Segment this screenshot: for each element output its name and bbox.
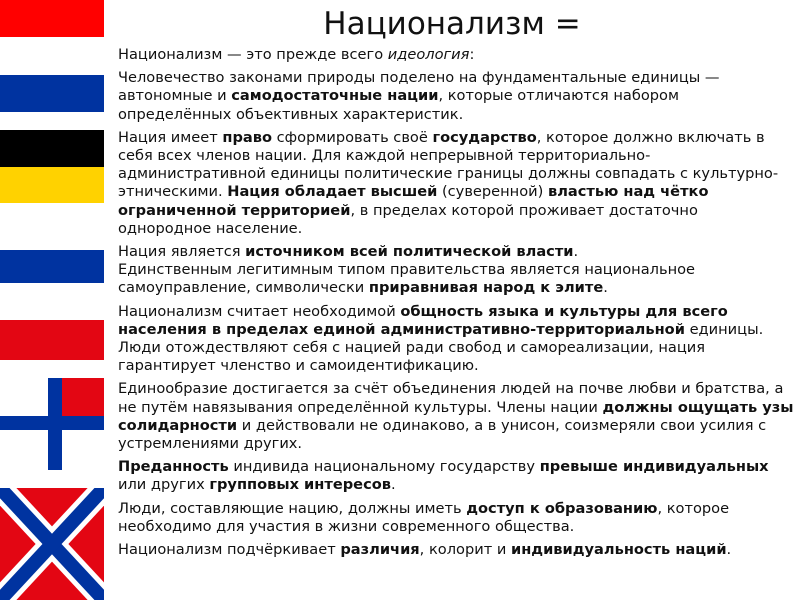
paragraph-uniformity: [118, 380, 794, 453]
bold-text: Нация обладает высшей: [227, 183, 438, 201]
paragraph-education: [118, 500, 794, 536]
slide-title: Национализм =: [323, 6, 581, 42]
tricolor-flag-icon: [0, 0, 104, 112]
bold-text: групповых интересов: [209, 476, 391, 494]
bold-text: источником всей политической власти: [245, 243, 574, 261]
paragraph-state: [118, 129, 794, 238]
bold-text: доступ к образованию: [466, 499, 658, 517]
text: Человечество законами природы поделено на фундаментальные единицы — автономные и: [118, 69, 720, 105]
bold-text: государство: [432, 128, 537, 146]
text: , колорит и: [419, 541, 511, 559]
bold-text: властью над чётко ограниченной территорией: [118, 183, 709, 219]
jack-flag-icon: [0, 360, 104, 470]
text: , которое должно включать в себя всех членов нации. Для каждой непрерывной территориально-административной единицы политические границы должны совпадать с культурно-этническими.: [118, 128, 779, 201]
text: .: [573, 243, 579, 261]
bold-text: Преданность: [118, 458, 229, 476]
text: или других: [118, 476, 210, 494]
text: Национализм считает необходимой: [118, 302, 401, 320]
paragraph-loyalty: [118, 458, 794, 494]
slide-content: [118, 46, 794, 564]
paragraph-ideology: [118, 46, 794, 64]
bold-text: самодостаточные нации: [231, 87, 439, 105]
bold-text: общность языка и культуры для всего населения в пределах единой административно-территориальной: [118, 302, 728, 338]
text: Люди, составляющие нацию, должны иметь: [118, 499, 467, 517]
flags-column: [0, 0, 104, 600]
text: .: [390, 476, 396, 494]
text: индивида национальному государству: [228, 458, 540, 476]
bold-text: приравнивая народ к элите: [368, 279, 604, 297]
text: , в пределах которой проживает достаточно однородное население.: [118, 201, 698, 237]
paragraph-language-culture: [118, 303, 794, 376]
text: и действовали не одинаково, а в унисон, соизмеряли свои усилия с устремлениями других.: [118, 416, 767, 453]
paragraph-nations: [118, 69, 794, 124]
text: , которое необходимо для участия в жизни современного общества.: [118, 499, 730, 535]
text: .: [726, 541, 732, 559]
paragraph-power-source: [118, 243, 794, 261]
saint-andrew-flag-icon: [0, 488, 104, 600]
bold-text: различия: [340, 541, 420, 559]
italic-text: идеология: [387, 46, 470, 63]
text: Национализм — это прежде всего: [118, 46, 388, 63]
text: (суверенной): [437, 183, 548, 201]
text: Единообразие достигается за счёт объединения людей на почве любви и братства, а не путём навязывания определённой культуры. Члены нации: [118, 380, 784, 416]
text: , которые отличаются набором определённых объективных характеристик.: [118, 87, 679, 123]
text: единицы. Люди отождествляют себя с нацией ради свобод и самореализации, нация гарантирует членство и самоидентификацию.: [118, 320, 764, 375]
text: Нация имеет: [118, 128, 223, 146]
paragraph-differences: [118, 541, 794, 559]
text: Единственным легитимным типом правительства является национальное самоуправление, символически: [118, 261, 696, 297]
bold-text: превыше индивидуальных: [539, 458, 769, 476]
text: :: [469, 46, 475, 63]
bold-text: право: [222, 128, 272, 146]
bold-text: должны ощущать узы солидарности: [118, 398, 794, 434]
bold-text: индивидуальность наций: [510, 541, 727, 559]
blue-white-red-flag-icon: [0, 250, 104, 360]
imperial-flag-icon: [0, 130, 104, 240]
text: сформировать своё: [272, 128, 433, 146]
paragraph-self-government: [118, 261, 794, 297]
text: Нация является: [118, 243, 246, 261]
text: .: [603, 279, 608, 297]
text: Национализм подчёркивает: [118, 541, 341, 559]
